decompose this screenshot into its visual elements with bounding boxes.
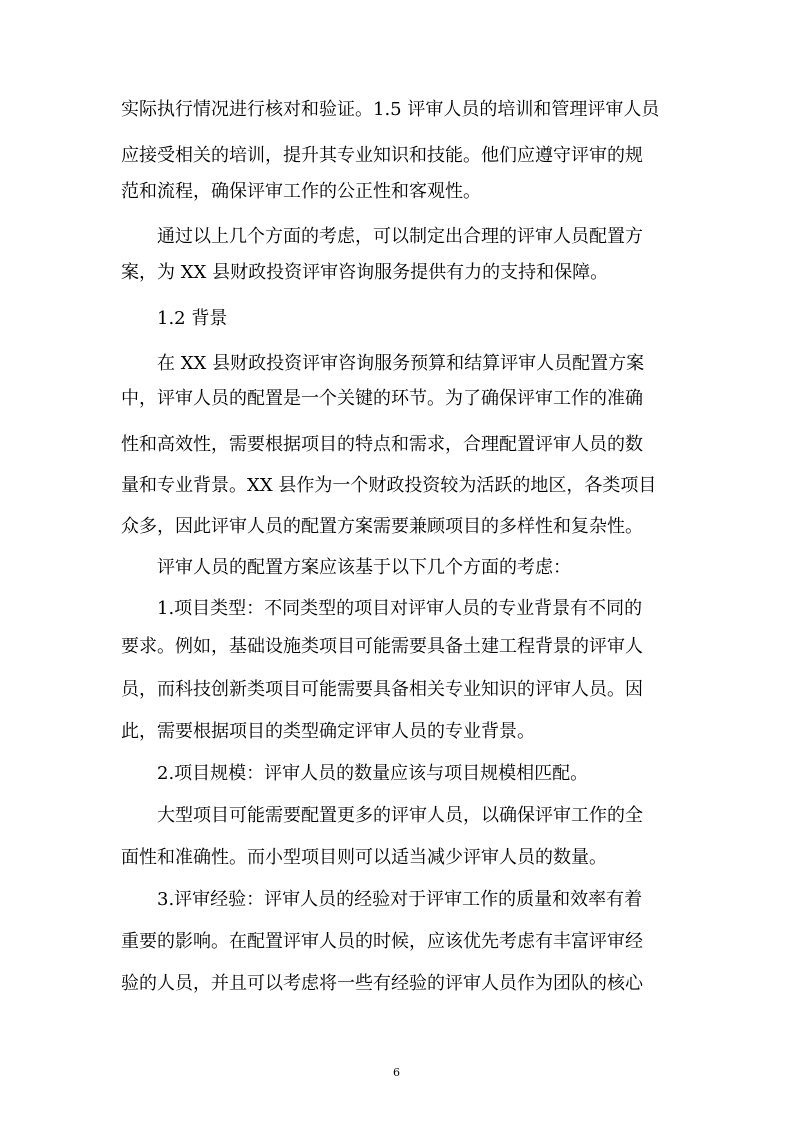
text-line: 通过以上几个方面的考虑，可以制定出合理的评审人员配置方 (157, 226, 643, 247)
text-line: 中，评审人员的配置是一个关键的环节。为了确保评审工作的准确 (121, 388, 643, 409)
text-line: 性和高效性，需要根据项目的特点和需求，合理配置评审人员的数 (121, 434, 643, 455)
text-line: 评审人员的配置方案应该基于以下几个方面的考虑： (157, 557, 571, 578)
text-line: 范和流程，确保评审工作的公正性和客观性。 (121, 181, 481, 202)
text-line: 重要的影响。在配置评审人员的时候，应该优先考虑有丰富评审经 (121, 931, 643, 952)
text-line: 面性和准确性。而小型项目则可以适当减少评审人员的数量。 (121, 847, 607, 868)
text-line: 众多，因此评审人员的配置方案需要兼顾项目的多样性和复杂性。 (121, 516, 643, 537)
text-line: 应接受相关的培训，提升其专业知识和技能。他们应遵守评审的规 (121, 145, 643, 166)
text-line: 在 XX 县财政投资评审咨询服务预算和结算评审人员配置方案 (157, 353, 645, 374)
text-line: 案，为 XX 县财政投资评审咨询服务提供有力的支持和保障。 (121, 262, 609, 283)
page-number: 6 (393, 1066, 400, 1079)
text-line: 验的人员，并且可以考虑将一些有经验的评审人员作为团队的核心 (121, 973, 643, 994)
text-line: 3.评审经验：评审人员的经验对于评审工作的质量和效率有着 (157, 889, 643, 910)
text-line: 员，而科技创新类项目可能需要具备相关专业知识的评审人员。因 (121, 679, 643, 700)
text-line: 量和专业背景。XX 县作为一个财政投资较为活跃的地区，各类项目 (121, 475, 657, 496)
text-line: 实际执行情况进行核对和验证。1.5 评审人员的培训和管理评审人员 (121, 99, 660, 120)
text-line: 2.项目规模：评审人员的数量应该与项目规模相匹配。 (157, 763, 589, 784)
text-line: 大型项目可能需要配置更多的评审人员，以确保评审工作的全 (157, 805, 643, 826)
section-heading: 1.2 背景 (157, 308, 228, 329)
text-line: 此，需要根据项目的类型确定评审人员的专业背景。 (121, 721, 535, 742)
text-line: 要求。例如，基础设施类项目可能需要具备土建工程背景的评审人 (121, 636, 643, 657)
text-line: 1.项目类型：不同类型的项目对评审人员的专业背景有不同的 (157, 598, 643, 619)
